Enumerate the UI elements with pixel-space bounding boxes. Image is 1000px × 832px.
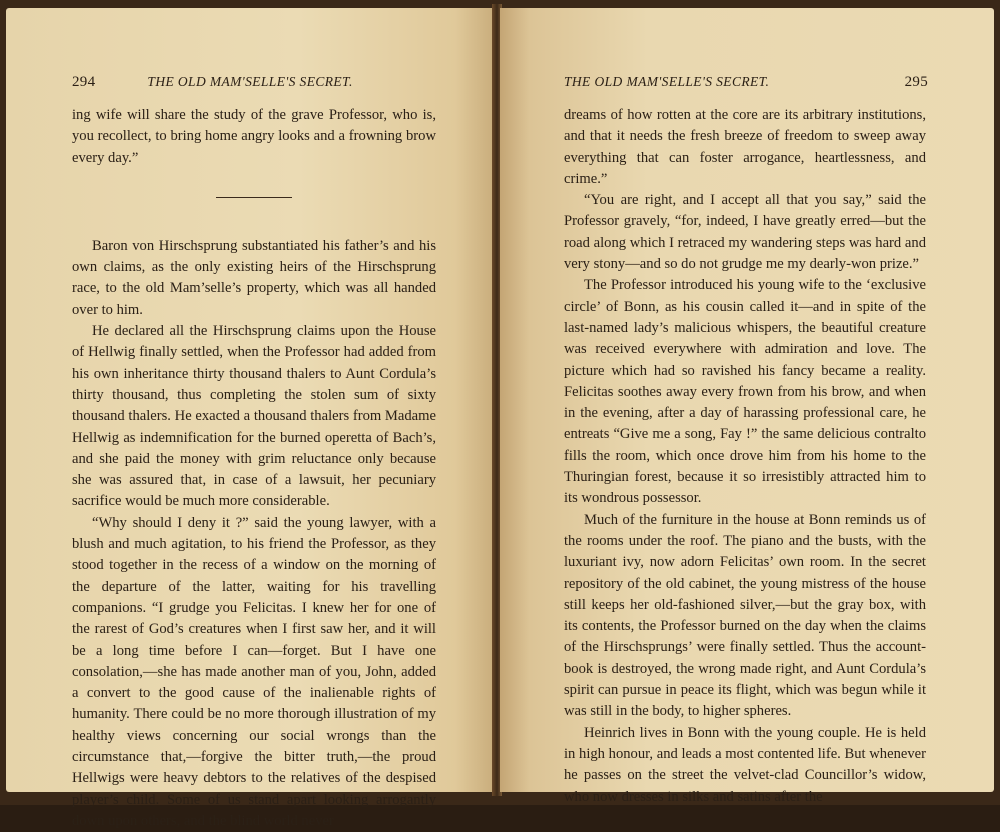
right-paragraph: Heinrich lives in Bonn with the young couple. He is held in high honour, and leads a most contented life. But whenever he passes on the street the velvet-clad Councillor’s widow, who now dresses in silks and satins after the bbox=[564, 724, 926, 805]
right-page-body bbox=[564, 105, 926, 808]
left-page bbox=[6, 8, 494, 829]
right-paragraph: Much of the furniture in the house at Bonn reminds us of the rooms under the roof. The piano and the busts, with the luxuriant ivy, now adorn Felicitas’ own room. In the secret repository of the old cabinet, the young mistress of the house still keeps her old-fashioned silver,—but the gray box, with its contents, the Professor burned on the day when the claims of the Hirschsprungs’ were finally settled. Thus the account-book is destroyed, the wrong made right, and Aunt Cordula’s spirit can pursue in peace its flight, which was begun while it was still in the body, to higher spheres. bbox=[564, 511, 926, 720]
right-page-header bbox=[564, 74, 928, 91]
left-page-header bbox=[72, 74, 438, 91]
right-page-number: 295 bbox=[904, 74, 928, 90]
left-page-body bbox=[72, 105, 436, 832]
section-divider bbox=[216, 197, 292, 198]
right-running-title: THE OLD MAM'SELLE'S SECRET. bbox=[564, 74, 770, 89]
right-paragraph: The Professor introduced his young wife to the ‘exclusive circle’ of Bonn, as his cousin called it—and in spite of the last-named lady’s malicious whispers, the beautiful creature was received everywhere with admiration and love. The picture which had so ravished his fancy became a reality. Felicitas soothes away every frown from his brow, and when in the evening, after a day of harassing professional care, he entreats “Give me a song, Fay !” the same delicious contralto fills the room, which once drove him from his home to the Thuringian forest, because it so irresistibly attracted him to its wondrous possessor. bbox=[564, 277, 926, 507]
left-running-title: THE OLD MAM'SELLE'S SECRET. bbox=[147, 74, 353, 89]
left-paragraph: “Why should I deny it ?” said the young lawyer, with a blush and much agitation, to his friend the Professor, as they stood together in the recess of a window on the morning of the departure of the latter, waiting for his travelling companions. “I grudge you Felicitas. I knew her for one of the rarest of God’s creatures when I first saw her, and it will be a long time before I can—forget. But I have one consolation,—she has made another man of you, John, added a convert to the good cause of the inalienable rights of humanity. There could be no more thorough illustration of my healthy views concerning our social wrongs than the circumstance that,—forgive the bitter truth,—the proud Hellwigs were heavy debtors to the relatives of the despised player’s child. Some of us stand apart looking arrogantly down upon others, and the blind world never bbox=[72, 514, 436, 829]
right-continuation-paragraph: dreams of how rotten at the core are its arbitrary institutions, and that it needs the fresh breeze of freedom to sweep away everything that can foster arrogance, heartlessness, and crime.” bbox=[564, 107, 926, 187]
right-paragraph: “You are right, and I accept all that you say,” said the Professor gravely, “for, indeed, I have greatly erred—but the road along which I retraced my wandering steps was hard and very stony—and so do not grudge me my dearly-won prize.” bbox=[564, 192, 926, 273]
left-continuation-paragraph: ing wife will share the study of the grave Professor, who is, you recollect, to bring home angry looks and a frowning brow every day.” bbox=[72, 107, 436, 166]
left-paragraph: He declared all the Hirschsprung claims upon the House of Hellwig finally settled, when the Professor had added from his own inheritance thirty thousand thalers to Aunt Cordula’s thirty thousand, thus completing the stolen sum of sixty thousand thalers. He exacted a thousand thalers from Madame Hellwig as indemnification for the burned operetta of Bach’s, and she paid the money with grim reluctance only because she was assured that, in case of a lawsuit, her pecuniary sacrifice would be much more considerable. bbox=[72, 323, 436, 510]
left-page-number: 294 bbox=[72, 74, 96, 90]
right-page bbox=[500, 8, 994, 805]
left-paragraph: Baron von Hirschsprung substantiated his father’s and his own claims, as the only existing heirs of the Hirschsprung race, to the old Mam’selle’s property, which was all handed over to him. bbox=[72, 237, 436, 318]
